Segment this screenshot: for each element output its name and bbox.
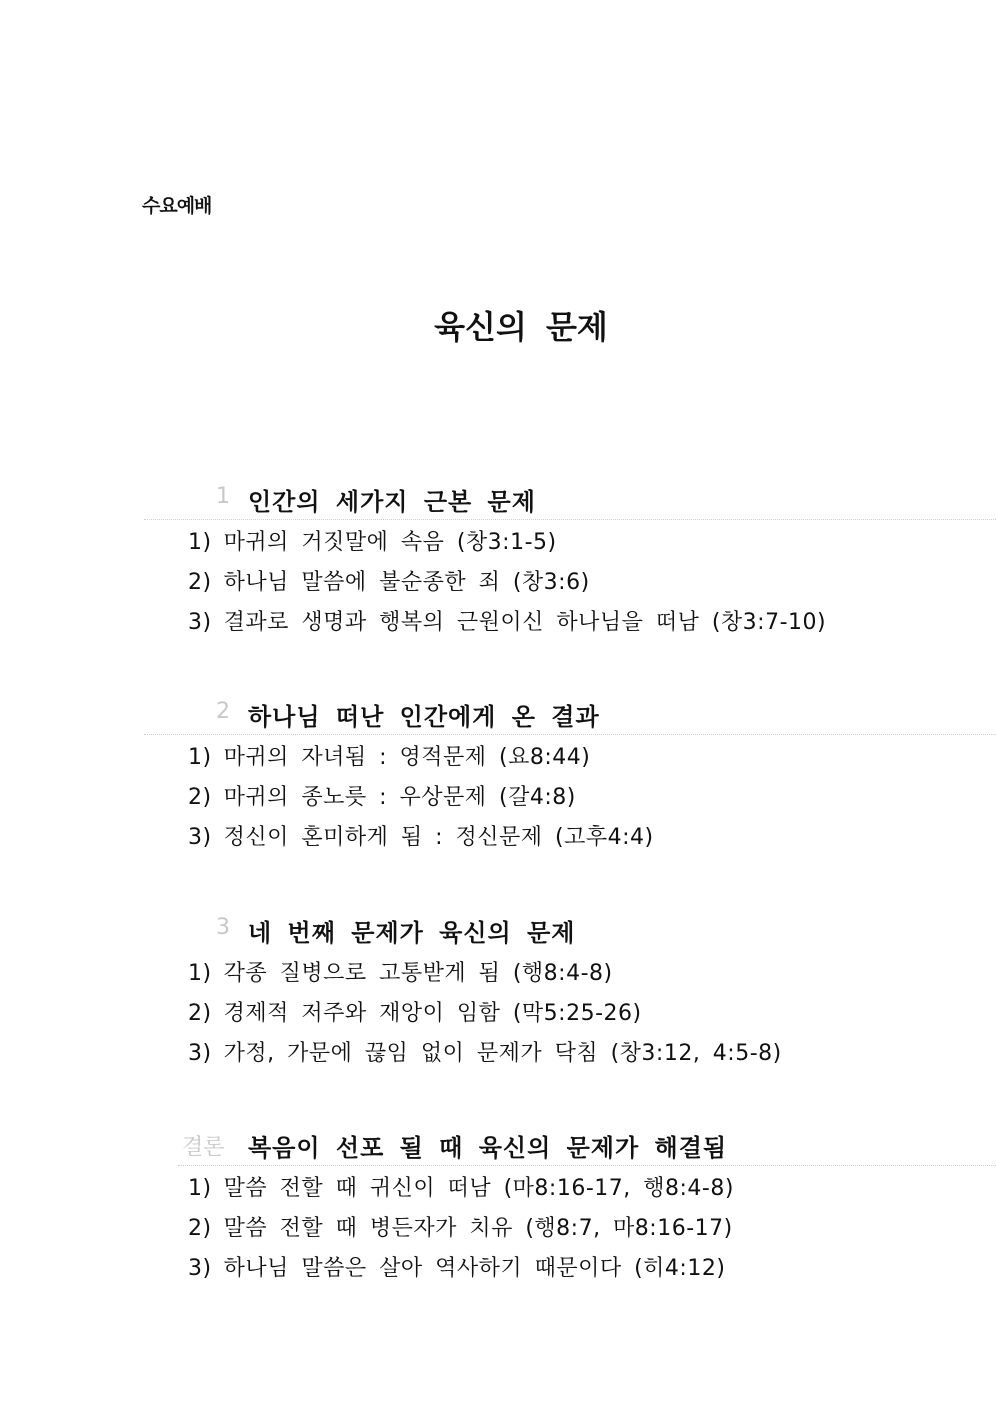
section-number: 3 xyxy=(216,915,230,940)
item-number: 1) xyxy=(188,530,212,555)
section-title: 하나님 떠난 인간에게 온 결과 xyxy=(248,703,600,731)
header-label: 수요예배 xyxy=(142,195,212,217)
item-text: 결과로 생명과 행복의 근원이신 하나님을 떠남 (창3:7-10) xyxy=(223,610,827,635)
item-number: 3) xyxy=(188,825,212,850)
item-text: 마귀의 종노릇 : 우상문제 (갈4:8) xyxy=(223,785,576,810)
item-text: 말씀 전할 때 병든자가 치유 (행8:7, 마8:16-17) xyxy=(223,1216,733,1241)
item-number: 2) xyxy=(188,570,212,595)
section-title: 네 번째 문제가 육신의 문제 xyxy=(248,919,576,947)
item-text: 경제적 저주와 재앙이 임함 (막5:25-26) xyxy=(223,1001,642,1026)
section-title: 인간의 세가지 근본 문제 xyxy=(248,488,536,516)
item-number: 1) xyxy=(188,961,212,986)
item-text: 마귀의 자녀됨 : 영적문제 (요8:44) xyxy=(223,745,591,770)
section-number: 결론 xyxy=(182,1135,225,1160)
item-text: 각종 질병으로 고통받게 됨 (행8:4-8) xyxy=(223,961,613,986)
item-text: 하나님 말씀은 살아 역사하기 때문이다 (히4:12) xyxy=(223,1256,726,1281)
section-number: 2 xyxy=(216,699,230,724)
section-title: 복음이 선포 될 때 육신의 문제가 해결됨 xyxy=(248,1134,728,1162)
section-items xyxy=(188,1172,734,1292)
item-number: 2) xyxy=(188,1001,212,1026)
item-number: 3) xyxy=(188,610,212,635)
list-item xyxy=(188,1252,734,1292)
list-item xyxy=(188,741,654,781)
item-text: 마귀의 거짓말에 속음 (창3:1-5) xyxy=(223,530,557,555)
list-item xyxy=(188,526,826,566)
item-text: 하나님 말씀에 불순종한 죄 (창3:6) xyxy=(223,570,590,595)
list-item xyxy=(188,821,654,861)
item-number: 1) xyxy=(188,1176,212,1201)
item-number: 1) xyxy=(188,745,212,770)
section-items xyxy=(188,741,654,861)
list-item xyxy=(188,997,782,1037)
item-text: 정신이 혼미하게 됨 : 정신문제 (고후4:4) xyxy=(223,825,654,850)
section-items xyxy=(188,957,782,1077)
item-number: 3) xyxy=(188,1041,212,1066)
list-item xyxy=(188,606,826,646)
document-title: 육신의 문제 xyxy=(434,308,608,346)
section-conclusion xyxy=(0,1128,996,1298)
section-1 xyxy=(0,482,996,642)
item-text: 말씀 전할 때 귀신이 떠남 (마8:16-17, 행8:4-8) xyxy=(223,1176,734,1201)
section-3 xyxy=(0,913,996,1073)
section-divider xyxy=(144,734,996,735)
section-number: 1 xyxy=(216,484,230,509)
section-divider xyxy=(144,519,996,520)
list-item xyxy=(188,1037,782,1077)
item-number: 2) xyxy=(188,1216,212,1241)
section-divider xyxy=(178,1165,996,1166)
section-items xyxy=(188,526,826,646)
list-item xyxy=(188,957,782,997)
item-text: 가정, 가문에 끊임 없이 문제가 닥침 (창3:12, 4:5-8) xyxy=(223,1041,782,1066)
item-number: 3) xyxy=(188,1256,212,1281)
list-item xyxy=(188,781,654,821)
list-item xyxy=(188,1172,734,1212)
item-number: 2) xyxy=(188,785,212,810)
list-item xyxy=(188,566,826,606)
list-item xyxy=(188,1212,734,1252)
section-2 xyxy=(0,697,996,857)
